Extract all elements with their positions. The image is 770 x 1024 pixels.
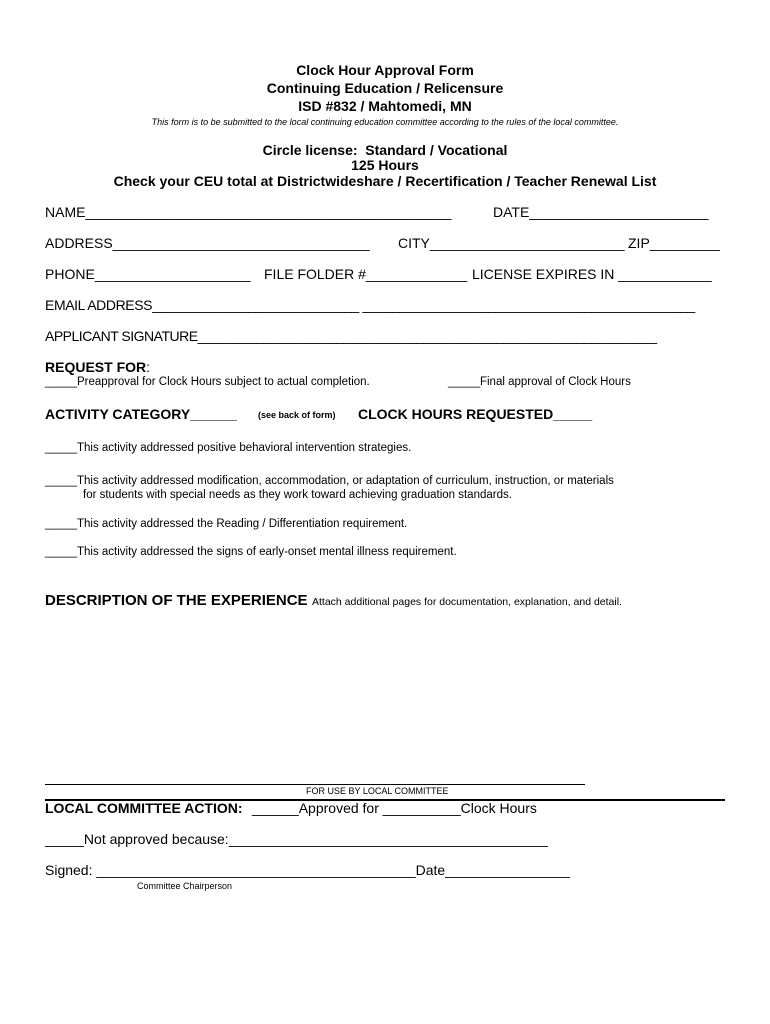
clock-hours-requested-field[interactable]: CLOCK HOURS REQUESTED_____ <box>358 406 593 422</box>
final-approval-option[interactable]: _____Final approval of Clock Hours <box>448 376 631 388</box>
activity-item-modification[interactable]: _____This activity addressed modification, accommodation, or adaptation of curriculum, instruction, or materials <box>45 475 614 487</box>
request-for-label: REQUEST FOR <box>45 359 147 375</box>
for-use-label: FOR USE BY LOCAL COMMITTEE <box>306 786 449 796</box>
date-field[interactable]: DATE_______________________ <box>493 204 709 220</box>
activity-item-mental-health[interactable]: _____This activity addressed the signs of early-onset mental illness requirement. <box>45 546 457 558</box>
signed-field[interactable]: Signed: _________________________________________Date________________ <box>45 862 570 878</box>
zip-field[interactable]: ZIP_________ <box>628 235 720 251</box>
request-for-heading <box>45 359 150 375</box>
name-field[interactable]: NAME_______________________________________________ <box>45 204 452 220</box>
activity-item-modification-cont: for students with special needs as they work toward achieving graduation standards. <box>83 489 512 501</box>
ceu-line: Check your CEU total at Districtwideshare / Recertification / Teacher Renewal List <box>113 173 657 189</box>
chairperson-label: Committee Chairperson <box>137 881 233 891</box>
description-heading <box>45 592 622 610</box>
description-end-line <box>45 784 585 785</box>
phone-field[interactable]: PHONE____________________ <box>45 266 251 282</box>
description-note: Attach additional pages for documentation, explanation, and detail. <box>312 596 622 608</box>
email-field[interactable]: EMAIL ADDRESS____________________________ _____________________________________________ <box>45 297 695 313</box>
committee-action-label: LOCAL COMMITTEE ACTION: <box>45 800 243 816</box>
approved-for-field[interactable]: ______Approved for __________Clock Hours <box>252 800 537 816</box>
district-title: ISD #832 / Mahtomedi, MN <box>298 98 472 114</box>
intro-note: This form is to be submitted to the local continuing education committee according to the rules of the local committee. <box>151 117 619 127</box>
description-title: DESCRIPTION OF THE EXPERIENCE <box>45 592 308 609</box>
address-field[interactable]: ADDRESS_________________________________ <box>45 235 370 251</box>
form-title: Clock Hour Approval Form <box>296 62 474 78</box>
not-approved-field[interactable]: _____Not approved because:_________________________________________ <box>45 831 548 847</box>
license-expires-field[interactable]: LICENSE EXPIRES IN ____________ <box>472 266 712 282</box>
file-folder-field[interactable]: FILE FOLDER #_____________ <box>264 266 468 282</box>
hours-line: 125 Hours <box>351 157 419 173</box>
activity-category-field[interactable]: ACTIVITY CATEGORY______ <box>45 406 237 422</box>
activity-item-behavioral[interactable]: _____This activity addressed positive behavioral intervention strategies. <box>45 442 412 454</box>
request-for-colon: : <box>146 359 151 375</box>
preapproval-option[interactable]: _____Preapproval for Clock Hours subject to actual completion. <box>45 376 370 388</box>
activity-item-reading[interactable]: _____This activity addressed the Reading / Differentiation requirement. <box>45 518 408 530</box>
form-subtitle: Continuing Education / Relicensure <box>266 80 504 96</box>
signature-field[interactable]: APPLICANT SIGNATURE_______________________________________________________________ <box>45 328 657 344</box>
see-back-note: (see back of form) <box>258 410 336 420</box>
license-line: Circle license: Standard / Vocational <box>262 142 508 158</box>
city-field[interactable]: CITY_________________________ <box>398 235 625 251</box>
